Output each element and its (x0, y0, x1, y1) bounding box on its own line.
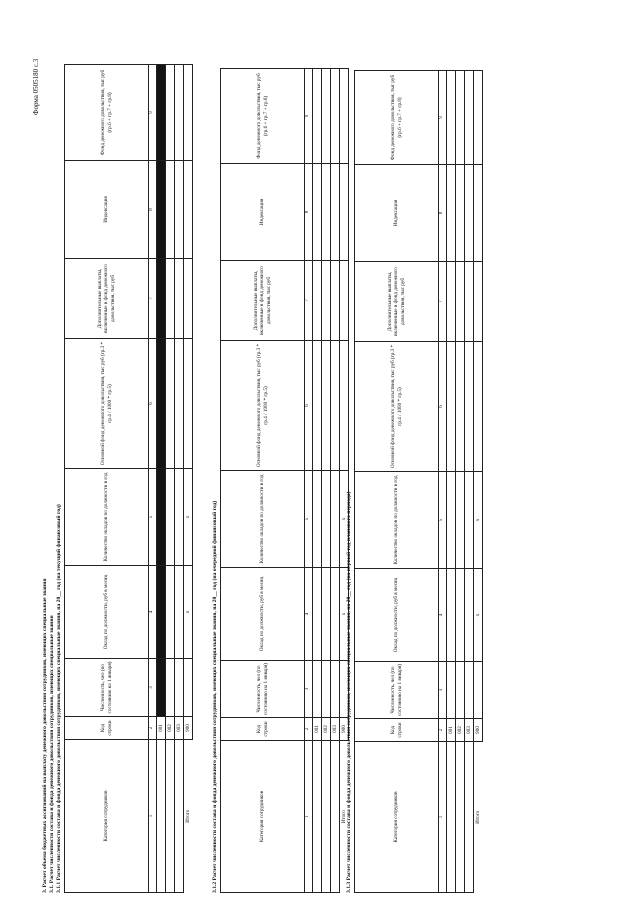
cell-base-fund[interactable] (313, 341, 322, 471)
cell-filled (157, 659, 166, 717)
cell-filled (157, 161, 166, 259)
cell-total-fund[interactable] (456, 71, 465, 165)
cell-not-applicable: x (474, 569, 483, 662)
column-number: 9 (305, 69, 313, 164)
cell-total-indexation[interactable] (340, 164, 349, 261)
column-number: 7 (149, 259, 157, 339)
heading-section-3-1-3: 3.1.3 Расчет численности состава и фонда денежного довольствия сотрудников, имеющих специальные звания, на 20__ год (на первый год планового периода) (346, 491, 352, 893)
cell-category[interactable] (447, 742, 456, 893)
column-number: 3 (439, 662, 447, 719)
cell-additional[interactable] (447, 262, 456, 342)
cell-additional[interactable] (313, 261, 322, 341)
cell-salaries-per-year[interactable] (166, 469, 175, 566)
cell-total-headcount[interactable] (474, 662, 483, 719)
cell-total-fund[interactable] (465, 71, 474, 165)
column-number: 2 (305, 718, 313, 741)
cell-category[interactable] (331, 741, 340, 893)
column-number: 4 (439, 569, 447, 662)
column-number: 1 (149, 740, 157, 893)
column-number: 3 (305, 661, 313, 718)
cell-headcount[interactable] (166, 659, 175, 717)
cell-indexation[interactable] (166, 161, 175, 259)
cell-filled (157, 469, 166, 566)
col-header-total-fund: Фонд денежного довольствия, тыс руб (гр.6 + гр.7 + гр.8) (221, 69, 305, 164)
column-number: 2 (149, 717, 157, 740)
cell-row-code: 003 (331, 718, 340, 741)
column-number: 7 (439, 262, 447, 342)
column-number: 8 (149, 161, 157, 259)
cell-headcount[interactable] (322, 661, 331, 718)
cell-salaries-per-year[interactable] (175, 469, 184, 566)
cell-additional[interactable] (166, 259, 175, 339)
cell-base-fund[interactable] (175, 339, 184, 469)
col-header-base-fund: Основной фонд денежного довольствия, тыс руб (гр.3 * гр.4 / 1000 * гр.5) (65, 339, 149, 469)
col-header-category: Категория сотрудников (65, 740, 149, 893)
cell-total-fund[interactable] (331, 69, 340, 164)
cell-row-code: 001 (447, 719, 456, 742)
cell-salary[interactable] (331, 568, 340, 661)
total-label: Итого (475, 810, 481, 824)
cell-salary[interactable] (313, 568, 322, 661)
column-number: 8 (305, 164, 313, 261)
cell-additional[interactable] (322, 261, 331, 341)
col-header-row-code: Код строки (221, 718, 305, 741)
cell-headcount[interactable] (175, 659, 184, 717)
cell-row-code: 003 (465, 719, 474, 742)
cell-salaries-per-year[interactable] (465, 472, 474, 569)
cell-headcount[interactable] (465, 662, 474, 719)
cell-total-headcount[interactable] (184, 659, 193, 717)
column-number: 1 (439, 742, 447, 893)
cell-category[interactable] (322, 741, 331, 893)
cell-indexation[interactable] (175, 161, 184, 259)
cell-additional[interactable] (175, 259, 184, 339)
cell-total-fund[interactable] (175, 65, 184, 161)
cell-additional[interactable] (465, 262, 474, 342)
cell-total-base-fund[interactable] (184, 339, 193, 469)
cell-total-base-fund[interactable] (340, 341, 349, 471)
col-header-total-fund: Фонд денежного довольствия, тыс руб (гр.6 + гр.7 + гр.8) (65, 65, 149, 161)
cell-row-code: 001 (157, 717, 166, 740)
cell-base-fund[interactable] (465, 342, 474, 472)
col-header-headcount: Численность, чел (по состоянию на 1 января) (221, 661, 305, 718)
cell-base-fund[interactable] (322, 341, 331, 471)
cell-not-applicable: x (184, 566, 193, 659)
cell-total-fund-sum[interactable] (184, 65, 193, 161)
cell-total-fund-sum[interactable] (474, 71, 483, 165)
column-number: 5 (439, 472, 447, 569)
heading-section-3-1-2: 3.1.2 Расчет численности состава и фонда денежного довольствия сотрудников, имеющих специальные звания, на 20__ год (на очередной финансовый год) (212, 500, 218, 893)
cell-row-code: 003 (175, 717, 184, 740)
cell-category[interactable] (166, 740, 175, 893)
column-number: 6 (149, 339, 157, 469)
heading-section-3-1-1: 3.1.1 Расчет численности состава и фонда денежного довольствия сотрудников, имеющих специальные звания, на 20__ год (на текущий финансовый год) (56, 504, 62, 893)
cell-total-base-fund[interactable] (474, 342, 483, 472)
col-header-row-code: Код строки (355, 719, 439, 742)
column-number: 8 (439, 165, 447, 262)
total-row-code: 900 (474, 719, 483, 742)
cell-indexation[interactable] (331, 164, 340, 261)
cell-salary[interactable] (166, 566, 175, 659)
total-row-code: 900 (184, 717, 193, 740)
cell-headcount[interactable] (313, 661, 322, 718)
table-first-plan-year (354, 70, 483, 893)
cell-salaries-per-year[interactable] (456, 472, 465, 569)
col-header-additional-payments: Дополнительные выплаты, включенные в фонд денежного довольствия, тыс руб (65, 259, 149, 339)
cell-indexation[interactable] (456, 165, 465, 262)
cell-total-additional[interactable] (340, 261, 349, 341)
cell-salary[interactable] (175, 566, 184, 659)
column-number: 5 (149, 469, 157, 566)
cell-headcount[interactable] (447, 662, 456, 719)
column-number: 5 (305, 471, 313, 568)
col-header-indexation: Индексация (65, 161, 149, 259)
table-next-year (220, 68, 349, 893)
cell-row-code: 002 (166, 717, 175, 740)
cell-salaries-per-year[interactable] (331, 471, 340, 568)
column-number: 6 (305, 341, 313, 471)
total-row-code: 900 (340, 718, 349, 741)
cell-not-applicable: x (340, 471, 349, 568)
cell-base-fund[interactable] (447, 342, 456, 472)
col-header-salaries-per-year: Количество окладов по должности в год (221, 471, 305, 568)
col-header-headcount: Численность, чел (по состоянию на 1 января) (65, 659, 149, 717)
cell-headcount[interactable] (331, 661, 340, 718)
col-header-headcount: Численность, чел (по состоянию на 1 января) (355, 662, 439, 719)
cell-category[interactable] (175, 740, 184, 893)
col-header-salary: Оклад по должности, руб в месяц (355, 569, 439, 662)
cell-additional[interactable] (456, 262, 465, 342)
col-header-category: Категория сотрудников (355, 742, 439, 893)
heading-section-3-1: 3.1. Расчет численности состава и фонда денежного довольствия сотрудников, имеющих специальные звания (49, 615, 55, 893)
cell-total-fund[interactable] (447, 71, 456, 165)
cell-total-additional[interactable] (474, 262, 483, 342)
column-number: 4 (149, 566, 157, 659)
cell-additional[interactable] (331, 261, 340, 341)
cell-category[interactable] (456, 742, 465, 893)
col-header-total-fund: Фонд денежного довольствия, тыс руб (гр.6 + гр.7 + гр.8) (355, 71, 439, 165)
cell-salary[interactable] (465, 569, 474, 662)
cell-base-fund[interactable] (331, 341, 340, 471)
column-number: 7 (305, 261, 313, 341)
col-header-salary: Оклад по должности, руб в месяц (221, 568, 305, 661)
cell-salaries-per-year[interactable] (313, 471, 322, 568)
table-current-year (64, 64, 193, 893)
column-number: 1 (305, 741, 313, 893)
col-header-base-fund: Основной фонд денежного довольствия, тыс руб (гр.3 * гр.4 / 1000 * гр.5) (355, 342, 439, 472)
col-header-salary: Оклад по должности, руб в месяц (65, 566, 149, 659)
col-header-additional-payments: Дополнительные выплаты, включенные в фонд денежного довольствия, тыс руб (355, 262, 439, 342)
cell-row-code: 002 (456, 719, 465, 742)
cell-indexation[interactable] (465, 165, 474, 262)
cell-category[interactable] (465, 742, 474, 893)
heading-section-3: 3. Расчет объема бюджетных ассигнований на выплату денежного довольствия сотрудников, имеющих специальные звания (42, 578, 48, 893)
form-number: Форма 0505180 с.3 (32, 58, 40, 115)
col-header-row-code: Код строки (65, 717, 149, 740)
cell-category[interactable] (313, 741, 322, 893)
column-number: 9 (439, 71, 447, 165)
cell-indexation[interactable] (447, 165, 456, 262)
col-header-base-fund: Основной фонд денежного довольствия, тыс руб (гр.3 * гр.4 / 1000 * гр.5) (221, 341, 305, 471)
cell-total-fund[interactable] (166, 65, 175, 161)
cell-total-fund-sum[interactable] (340, 69, 349, 164)
cell-category[interactable] (157, 740, 166, 893)
col-header-category: Категория сотрудников (221, 741, 305, 893)
total-label: Итого (341, 810, 347, 824)
cell-filled (157, 259, 166, 339)
cell-salary[interactable] (456, 569, 465, 662)
cell-base-fund[interactable] (456, 342, 465, 472)
cell-headcount[interactable] (456, 662, 465, 719)
col-header-salaries-per-year: Количество окладов по должности в год (355, 472, 439, 569)
cell-total-additional[interactable] (184, 259, 193, 339)
cell-not-applicable: x (340, 568, 349, 661)
cell-salaries-per-year[interactable] (447, 472, 456, 569)
cell-total-indexation[interactable] (184, 161, 193, 259)
col-header-salaries-per-year: Количество окладов по должности в год (65, 469, 149, 566)
cell-base-fund[interactable] (166, 339, 175, 469)
cell-not-applicable: x (184, 469, 193, 566)
cell-row-code: 001 (313, 718, 322, 741)
cell-not-applicable: x (474, 472, 483, 569)
cell-salary[interactable] (322, 568, 331, 661)
cell-filled (157, 566, 166, 659)
cell-total-fund[interactable] (313, 69, 322, 164)
total-label: Итого (185, 809, 191, 823)
col-header-additional-payments: Дополнительные выплаты, включенные в фонд денежного довольствия, тыс руб (221, 261, 305, 341)
column-number: 2 (439, 719, 447, 742)
cell-salaries-per-year[interactable] (322, 471, 331, 568)
column-number: 6 (439, 342, 447, 472)
cell-total-indexation[interactable] (474, 165, 483, 262)
cell-indexation[interactable] (313, 164, 322, 261)
cell-row-code: 002 (322, 718, 331, 741)
column-number: 9 (149, 65, 157, 161)
col-header-indexation: Индексация (355, 165, 439, 262)
column-number: 3 (149, 659, 157, 717)
cell-salary[interactable] (447, 569, 456, 662)
col-header-indexation: Индексация (221, 164, 305, 261)
cell-filled (157, 65, 166, 161)
column-number: 4 (305, 568, 313, 661)
cell-total-fund[interactable] (322, 69, 331, 164)
cell-filled (157, 339, 166, 469)
cell-indexation[interactable] (322, 164, 331, 261)
